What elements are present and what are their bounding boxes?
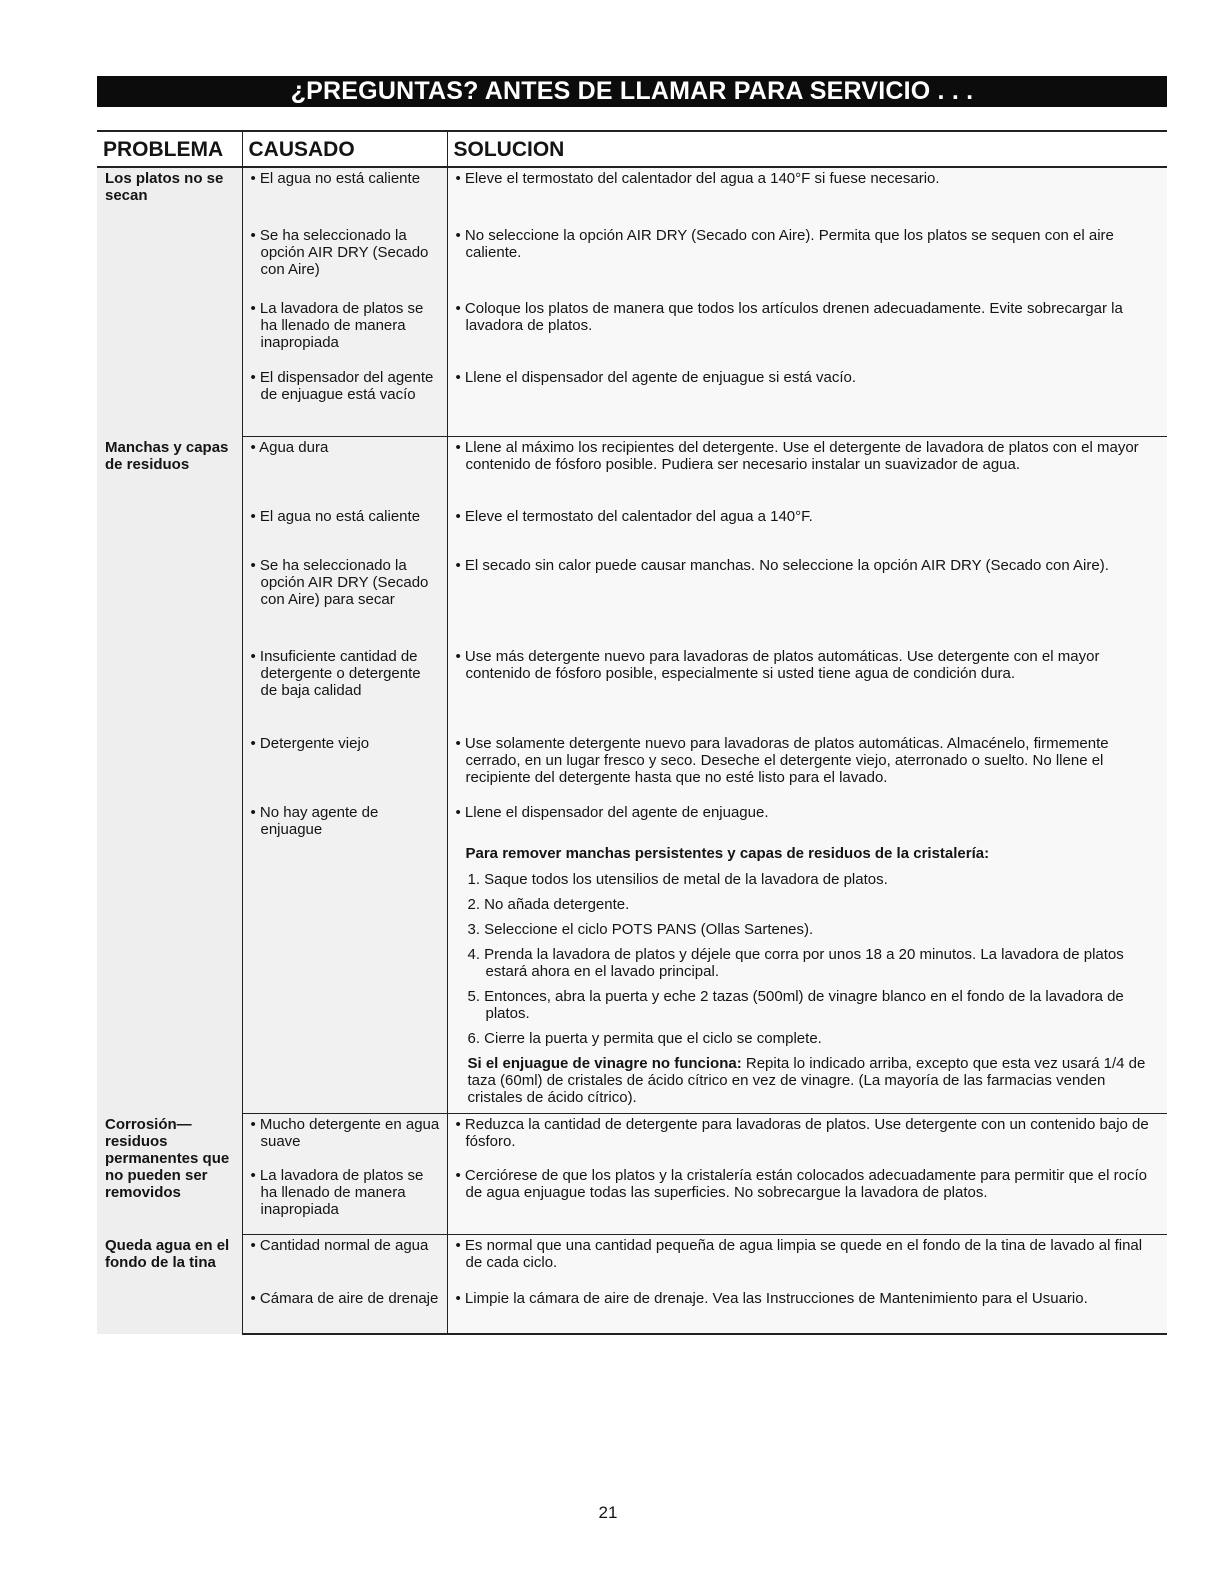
- solution-text: • Llene al máximo los recipientes del detergente. Use el detergente de lavadora de platos con el mayor contenido de fósforo posible. Pudiera ser necesario instalar un suavizador de agua.: [455, 439, 1139, 473]
- solution-text: • Use más detergente nuevo para lavadoras de platos automáticas. Use detergente con el mayor contenido de fósforo posible, especialmente si usted tiene agua de condición dura.: [455, 648, 1100, 682]
- table-row: [97, 225, 1167, 298]
- table-row: [97, 1288, 1167, 1334]
- table-row: [97, 506, 1167, 555]
- solution-text: • Llene el dispensador del agente de enjuague si está vacío.: [455, 369, 857, 386]
- solution-text: • Use solamente detergente nuevo para lavadoras de platos automáticas. Almacénelo, firmemente cerrado, en un lugar fresco y seco. Deseche el detergente viejo, aterronado o suelto. No llene el recipiente del detergente hasta que no esté listo para el lavado.: [455, 735, 1109, 786]
- cause-text: • Agua dura: [250, 439, 329, 456]
- vinegar-note-label: Si el enjuague de vinagre no funciona:: [467, 1055, 742, 1072]
- solution-text: • El secado sin calor puede causar manchas. No seleccione la opción AIR DRY (Secado con Aire).: [455, 557, 1109, 574]
- instruction-step: 1. Saque todos los utensilios de metal de la lavadora de platos.: [467, 871, 888, 888]
- problem-cell: Los platos no se secan: [97, 167, 242, 437]
- vinegar-note: [456, 1055, 1162, 1106]
- troubleshooting-table: [97, 130, 1167, 1335]
- vinegar-note-text: Repita lo indicado arriba, excepto que esta vez usará 1/4 de taza (60ml) de cristales de ácido cítrico en vez de vinagre. (La mayoría de las farmacias venden cristales de ácido cítrico).: [467, 1055, 1146, 1106]
- cause-text: • El agua no está caliente: [250, 508, 421, 525]
- cause-text: • Mucho detergente en agua suave: [250, 1116, 440, 1150]
- page-number: 21: [598, 1503, 618, 1522]
- solution-text: • Coloque los platos de manera que todos los artículos drenen adecuadamente. Evite sobrecargar la lavadora de platos.: [455, 300, 1123, 334]
- solution-text: • Reduzca la cantidad de detergente para lavadoras de platos. Use detergente con un contenido bajo de fósforo.: [455, 1116, 1149, 1150]
- instruction-step: 2. No añada detergente.: [467, 896, 630, 913]
- cause-text: • El dispensador del agente de enjuague está vacío: [250, 369, 434, 403]
- table-row: [97, 802, 1167, 841]
- header-solution: SOLUCION: [447, 131, 1167, 167]
- cause-text: • La lavadora de platos se ha llenado de manera inapropiada: [250, 1167, 424, 1218]
- cause-text: • El agua no está caliente: [250, 170, 421, 187]
- table-row: [97, 841, 1167, 1114]
- solution-text: • Llene el dispensador del agente de enjuague.: [455, 804, 769, 821]
- persistent-stains-instructions: [447, 841, 1167, 1114]
- table-row: [97, 1114, 1167, 1166]
- solution-text: • Es normal que una cantidad pequeña de agua limpia se quede en el fondo de la tina de lavado al final de cada ciclo.: [455, 1237, 1143, 1271]
- cause-text: • Cámara de aire de drenaje: [250, 1290, 439, 1307]
- table-row: [97, 555, 1167, 646]
- solution-text: • Limpie la cámara de aire de drenaje. Vea las Instrucciones de Mantenimiento para el Usuario.: [455, 1290, 1088, 1307]
- table-row: [97, 646, 1167, 733]
- header-problem: PROBLEMA: [97, 131, 242, 167]
- table-row: [97, 1165, 1167, 1235]
- table-row: [97, 437, 1167, 507]
- table-row: [97, 298, 1167, 367]
- solution-text: • Cerciórese de que los platos y la cristalería están colocados adecuadamente para permitir que el rocío de agua enjuague todas las superficies. No sobrecargue la lavadora de platos.: [455, 1167, 1147, 1201]
- problem-cell: Manchas y capas de residuos: [97, 437, 242, 1114]
- cause-text: • La lavadora de platos se ha llenado de manera inapropiada: [250, 300, 424, 351]
- instruction-step: 3. Seleccione el ciclo POTS PANS (Ollas Sartenes).: [467, 921, 814, 938]
- cause-text: • Se ha seleccionado la opción AIR DRY (Secado con Aire) para secar: [250, 557, 429, 608]
- table-row: [97, 167, 1167, 225]
- table-row: [97, 1235, 1167, 1289]
- problem-cell: Queda agua en el fondo de la tina: [97, 1235, 242, 1335]
- instruction-step: 4. Prenda la lavadora de platos y déjele que corra por unos 18 a 20 minutos. La lavadora de platos estará ahora en el lavado principal.: [467, 946, 1124, 980]
- page-title: ¿PREGUNTAS? ANTES DE LLAMAR PARA SERVICIO . . .: [97, 76, 1167, 107]
- table-row: [97, 733, 1167, 802]
- table-header-row: [97, 131, 1167, 167]
- instruction-step: 6. Cierre la puerta y permita que el ciclo se complete.: [467, 1030, 822, 1047]
- problem-cell: Corrosión— residuos permanentes que no pueden ser removidos: [97, 1114, 242, 1235]
- instructions-heading: Para remover manchas persistentes y capas de residuos de la cristalería:: [465, 845, 990, 862]
- solution-text: • No seleccione la opción AIR DRY (Secado con Aire). Permita que los platos se sequen con el aire caliente.: [455, 227, 1114, 261]
- table-row: [97, 367, 1167, 437]
- cause-text: • Cantidad normal de agua: [250, 1237, 429, 1254]
- cause-text: • Se ha seleccionado la opción AIR DRY (Secado con Aire): [250, 227, 429, 278]
- instruction-step: 5. Entonces, abra la puerta y eche 2 tazas (500ml) de vinagre blanco en el fondo de la lavadora de platos.: [467, 988, 1124, 1022]
- cause-text: • No hay agente de enjuague: [250, 804, 379, 838]
- cause-text: • Detergente viejo: [250, 735, 370, 752]
- solution-text: • Eleve el termostato del calentador del agua a 140°F.: [455, 508, 813, 525]
- cause-text: • Insuficiente cantidad de detergente o detergente de baja calidad: [250, 648, 421, 699]
- solution-text: • Eleve el termostato del calentador del agua a 140°F si fuese necesario.: [455, 170, 940, 187]
- header-cause: CAUSADO: [242, 131, 447, 167]
